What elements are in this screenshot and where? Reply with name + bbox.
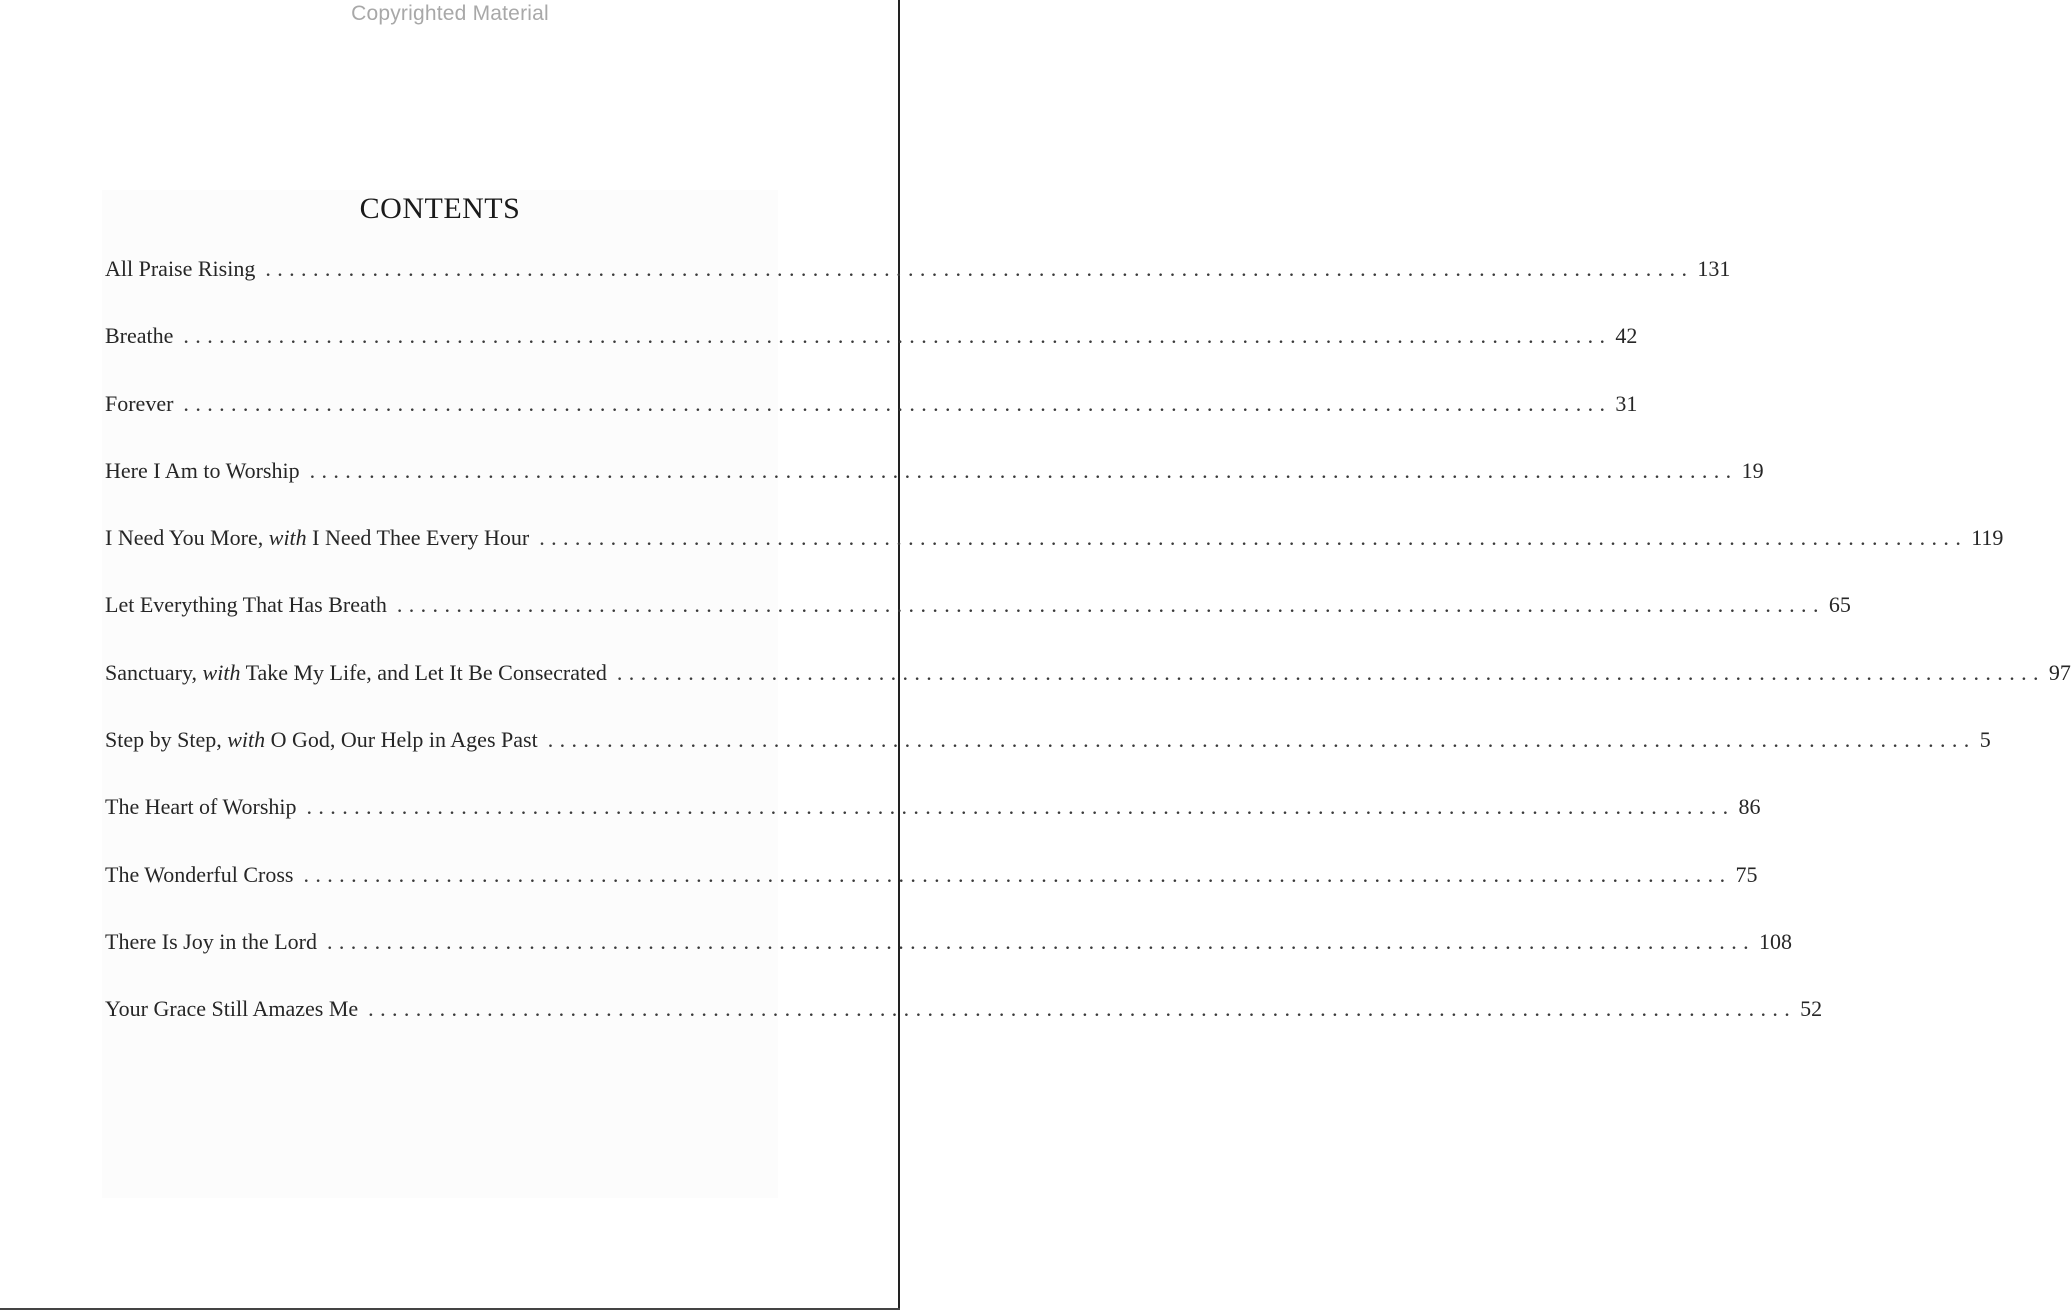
dot-leader: ........................................................................................................................	[183, 390, 1612, 416]
dot-leader: ........................................................................................................................	[327, 928, 1755, 954]
toc-entry[interactable]	[105, 390, 1638, 458]
dot-leader: ........................................................................................................................	[309, 457, 1738, 483]
toc-entry-page: 97	[2048, 659, 2071, 685]
toc-entry-page: 75	[1735, 861, 1758, 887]
dot-leader: ........................................................................................................................	[539, 525, 1968, 551]
toc-entry-title: The Heart of Worship	[105, 794, 297, 820]
page-edge-right	[898, 0, 900, 1310]
toc-entry[interactable]	[105, 457, 1764, 525]
toc-entry-title: The Wonderful Cross	[105, 861, 294, 887]
toc-entry[interactable]	[105, 996, 1823, 1063]
toc-entry[interactable]	[105, 525, 2004, 592]
dot-leader: ........................................................................................................................	[396, 592, 1825, 618]
toc-entry-page: 119	[1971, 525, 2004, 551]
toc-entry[interactable]	[105, 256, 1731, 323]
toc-entry-title: All Praise Rising	[105, 256, 256, 281]
toc-entry-page: 19	[1741, 457, 1764, 483]
toc-entry[interactable]	[105, 928, 1792, 996]
table-of-contents	[105, 256, 2071, 1064]
toc-entry-title: Let Everything That Has Breath	[105, 592, 387, 618]
toc-entry-title: I Need You More, with I Need Thee Every Hour	[105, 525, 530, 551]
toc-entry-title: Your Grace Still Amazes Me	[105, 996, 359, 1022]
toc-entry[interactable]	[105, 659, 2071, 727]
toc-entry[interactable]	[105, 323, 1638, 390]
toc-entry[interactable]	[105, 727, 1991, 794]
with-connector: with	[268, 525, 307, 551]
copyright-watermark: Copyrighted Material	[351, 2, 549, 25]
toc-entry-page: 31	[1615, 390, 1638, 416]
toc-entry-title: Breathe	[105, 323, 174, 349]
dot-leader: ........................................................................................................................	[368, 996, 1797, 1022]
toc-entry-page: 131	[1697, 256, 1731, 281]
with-connector: with	[227, 727, 266, 753]
toc-entry-page: 5	[1979, 727, 1991, 753]
toc-entry-page: 65	[1828, 592, 1851, 618]
dot-leader: ........................................................................................................................	[265, 256, 1694, 281]
toc-entry-title: There Is Joy in the Lord	[105, 928, 317, 954]
with-connector: with	[202, 659, 241, 685]
toc-entry-title: Here I Am to Worship	[105, 457, 300, 483]
dot-leader: ........................................................................................................................	[183, 323, 1612, 349]
toc-entry[interactable]	[105, 861, 1758, 929]
toc-entry-title: Forever	[105, 390, 174, 416]
dot-leader: ........................................................................................................................	[547, 727, 1976, 753]
toc-entry-page: 52	[1800, 996, 1823, 1022]
dot-leader: ........................................................................................................................	[306, 794, 1735, 820]
toc-entry-page: 42	[1615, 323, 1638, 349]
toc-entry-page: 86	[1738, 794, 1761, 820]
toc-entry[interactable]	[105, 592, 1851, 659]
toc-entry[interactable]	[105, 794, 1761, 861]
page-title: CONTENTS	[359, 192, 521, 225]
toc-entry-page: 108	[1759, 928, 1792, 954]
dot-leader: ........................................................................................................................	[303, 861, 1732, 887]
toc-entry-title: Step by Step, with O God, Our Help in Ages Past	[105, 727, 538, 753]
dot-leader: ........................................................................................................................	[616, 659, 2045, 685]
toc-entry-title: Sanctuary, with Take My Life, and Let It Be Consecrated	[105, 659, 607, 685]
